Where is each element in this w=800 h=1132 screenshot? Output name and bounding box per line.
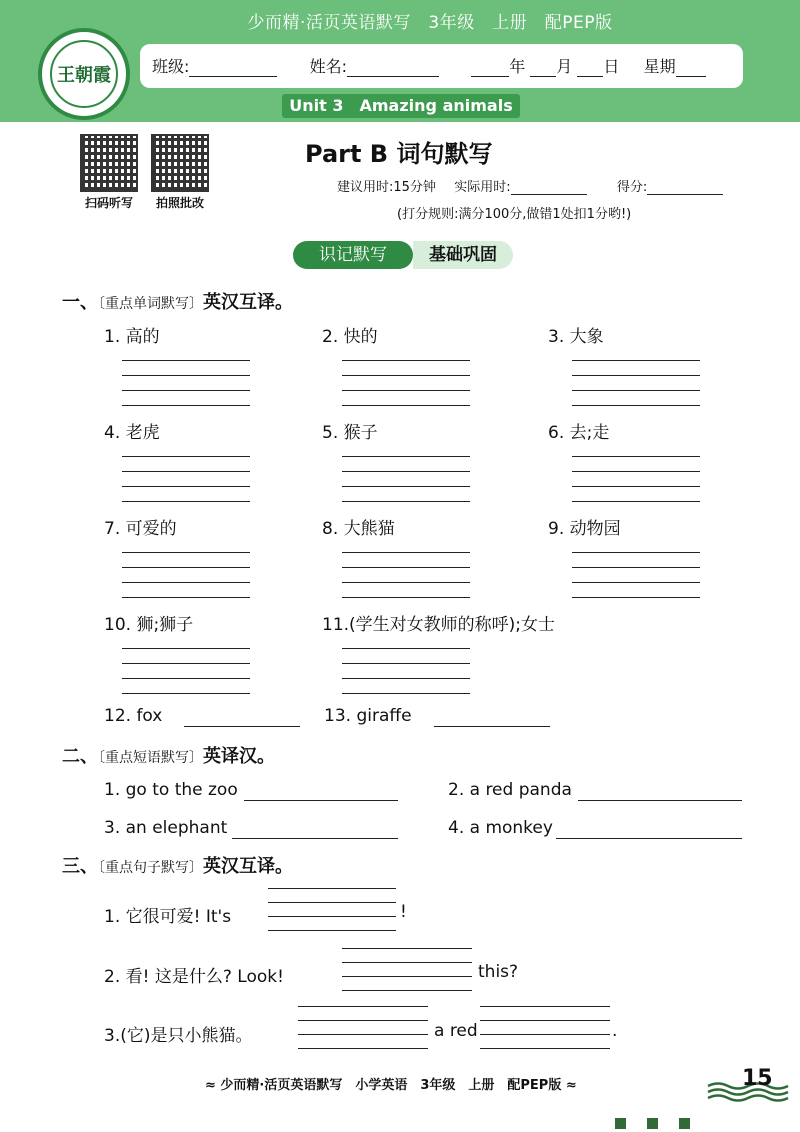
word-item-8: 8. 大熊猫 <box>322 519 395 539</box>
memorize-tag: 识记默写 <box>293 241 413 269</box>
phrase-item-4: 4. a monkey <box>448 818 553 838</box>
unit-title: Unit 3 Amazing animals <box>282 94 520 118</box>
photo-qr-label: 拍照批改 <box>155 196 204 210</box>
class-label: 班级: <box>152 57 190 76</box>
section2-number: 二、 <box>62 746 98 767</box>
day-label: 日 <box>603 57 620 76</box>
photo-qr-code[interactable] <box>151 134 209 192</box>
section1-heading <box>62 288 293 314</box>
section1-number: 一、 <box>62 292 98 313</box>
answer-lines-6[interactable] <box>572 442 700 502</box>
sentence-1-text: 1. 它很可爱! It's <box>104 907 232 927</box>
word-item-13: 13. giraffe <box>324 706 412 726</box>
answer-lines-9[interactable] <box>572 538 700 598</box>
word-item-12: 12. fox <box>104 706 163 726</box>
logo-text: 王朝霞 <box>50 40 118 108</box>
name-label: 姓名: <box>309 57 347 76</box>
phrase-answer-3[interactable] <box>232 838 398 839</box>
corner-square-1 <box>615 1118 626 1129</box>
month-field[interactable] <box>530 60 556 77</box>
sentence-2-end: this? <box>478 962 519 982</box>
scoring-rule: (打分规则:满分100分,做错1处扣1分哟!) <box>397 207 632 222</box>
answer-lines-4[interactable] <box>122 442 250 502</box>
word-item-6: 6. 去;走 <box>548 423 610 443</box>
book-title: 少而精·活页英语默写 3年级 上册 配PEP版 <box>247 13 613 33</box>
section3-number: 三、 <box>62 856 98 877</box>
section2-title: 英译汉。 <box>203 746 275 767</box>
answer-lines-7[interactable] <box>122 538 250 598</box>
suggested-time: 建议用时:15分钟 <box>337 180 436 195</box>
month-label: 月 <box>556 57 573 76</box>
word-item-3: 3. 大象 <box>548 327 604 347</box>
section2-sub: 〔重点短语默写〕 <box>98 750 203 766</box>
word-item-2: 2. 快的 <box>322 327 378 347</box>
answer-lines-3[interactable] <box>572 346 700 406</box>
phrase-item-3: 3. an elephant <box>104 818 228 838</box>
year-label: 年 <box>509 57 526 76</box>
corner-square-3 <box>679 1118 690 1129</box>
answer-lines-1[interactable] <box>122 346 250 406</box>
section3-heading <box>62 852 293 878</box>
word-item-11: 11.(学生对女教师的称呼);女士 <box>322 615 556 635</box>
section1-sub: 〔重点单词默写〕 <box>98 296 203 312</box>
weekday-field[interactable] <box>676 60 706 77</box>
phrase-item-1: 1. go to the zoo <box>104 780 238 800</box>
listen-qr-label: 扫码听写 <box>84 196 133 210</box>
answer-line-13[interactable] <box>434 726 550 727</box>
section3-sub: 〔重点句子默写〕 <box>98 860 203 876</box>
answer-lines-10[interactable] <box>122 634 250 694</box>
actual-time-field[interactable] <box>511 182 587 195</box>
sentence-3-lines-a[interactable] <box>298 1006 428 1049</box>
section2-heading <box>62 742 275 768</box>
class-field[interactable] <box>189 60 277 77</box>
answer-lines-8[interactable] <box>342 538 470 598</box>
section1-title: 英汉互译。 <box>203 292 293 313</box>
phrase-answer-4[interactable] <box>556 838 742 839</box>
score-label: 得分: <box>616 180 648 195</box>
sentence-1-lines[interactable] <box>268 888 396 931</box>
year-field[interactable] <box>471 60 509 77</box>
consolidate-tag: 基础巩固 <box>413 241 513 269</box>
answer-lines-5[interactable] <box>342 442 470 502</box>
weekday-label: 星期 <box>643 57 676 76</box>
sentence-3-lines-b[interactable] <box>480 1006 610 1049</box>
sentence-3-mid: a red <box>434 1021 478 1041</box>
footer-text: ≈ 少而精·活页英语默写 小学英语 3年级 上册 配PEP版 ≈ <box>205 1078 577 1093</box>
answer-line-12[interactable] <box>184 726 300 727</box>
sentence-2-lines[interactable] <box>342 948 472 991</box>
sentence-2-text: 2. 看! 这是什么? Look! <box>104 967 284 987</box>
phrase-item-2: 2. a red panda <box>448 780 572 800</box>
sentence-1-end: ! <box>400 902 407 922</box>
sentence-3-end: . <box>612 1021 618 1041</box>
word-item-9: 9. 动物园 <box>548 519 621 539</box>
part-title: Part B 词句默写 <box>305 140 493 168</box>
word-item-10: 10. 狮;狮子 <box>104 615 194 635</box>
section3-title: 英汉互译。 <box>203 856 293 877</box>
listen-qr-code[interactable] <box>80 134 138 192</box>
phrase-answer-1[interactable] <box>244 800 398 801</box>
actual-time-label: 实际用时: <box>454 180 511 195</box>
page-number: 15 <box>742 1066 773 1091</box>
word-item-5: 5. 猴子 <box>322 423 378 443</box>
student-info-row <box>152 54 706 77</box>
word-item-1: 1. 高的 <box>104 327 160 347</box>
publisher-logo <box>38 28 130 120</box>
sentence-3-text: 3.(它)是只小熊猫。 <box>104 1026 253 1046</box>
time-score-row <box>337 176 723 195</box>
score-field[interactable] <box>647 182 723 195</box>
word-item-7: 7. 可爱的 <box>104 519 177 539</box>
answer-lines-2[interactable] <box>342 346 470 406</box>
answer-lines-11[interactable] <box>342 634 470 694</box>
day-field[interactable] <box>577 60 603 77</box>
word-item-4: 4. 老虎 <box>104 423 160 443</box>
name-field[interactable] <box>347 60 439 77</box>
corner-square-2 <box>647 1118 658 1129</box>
phrase-answer-2[interactable] <box>578 800 742 801</box>
